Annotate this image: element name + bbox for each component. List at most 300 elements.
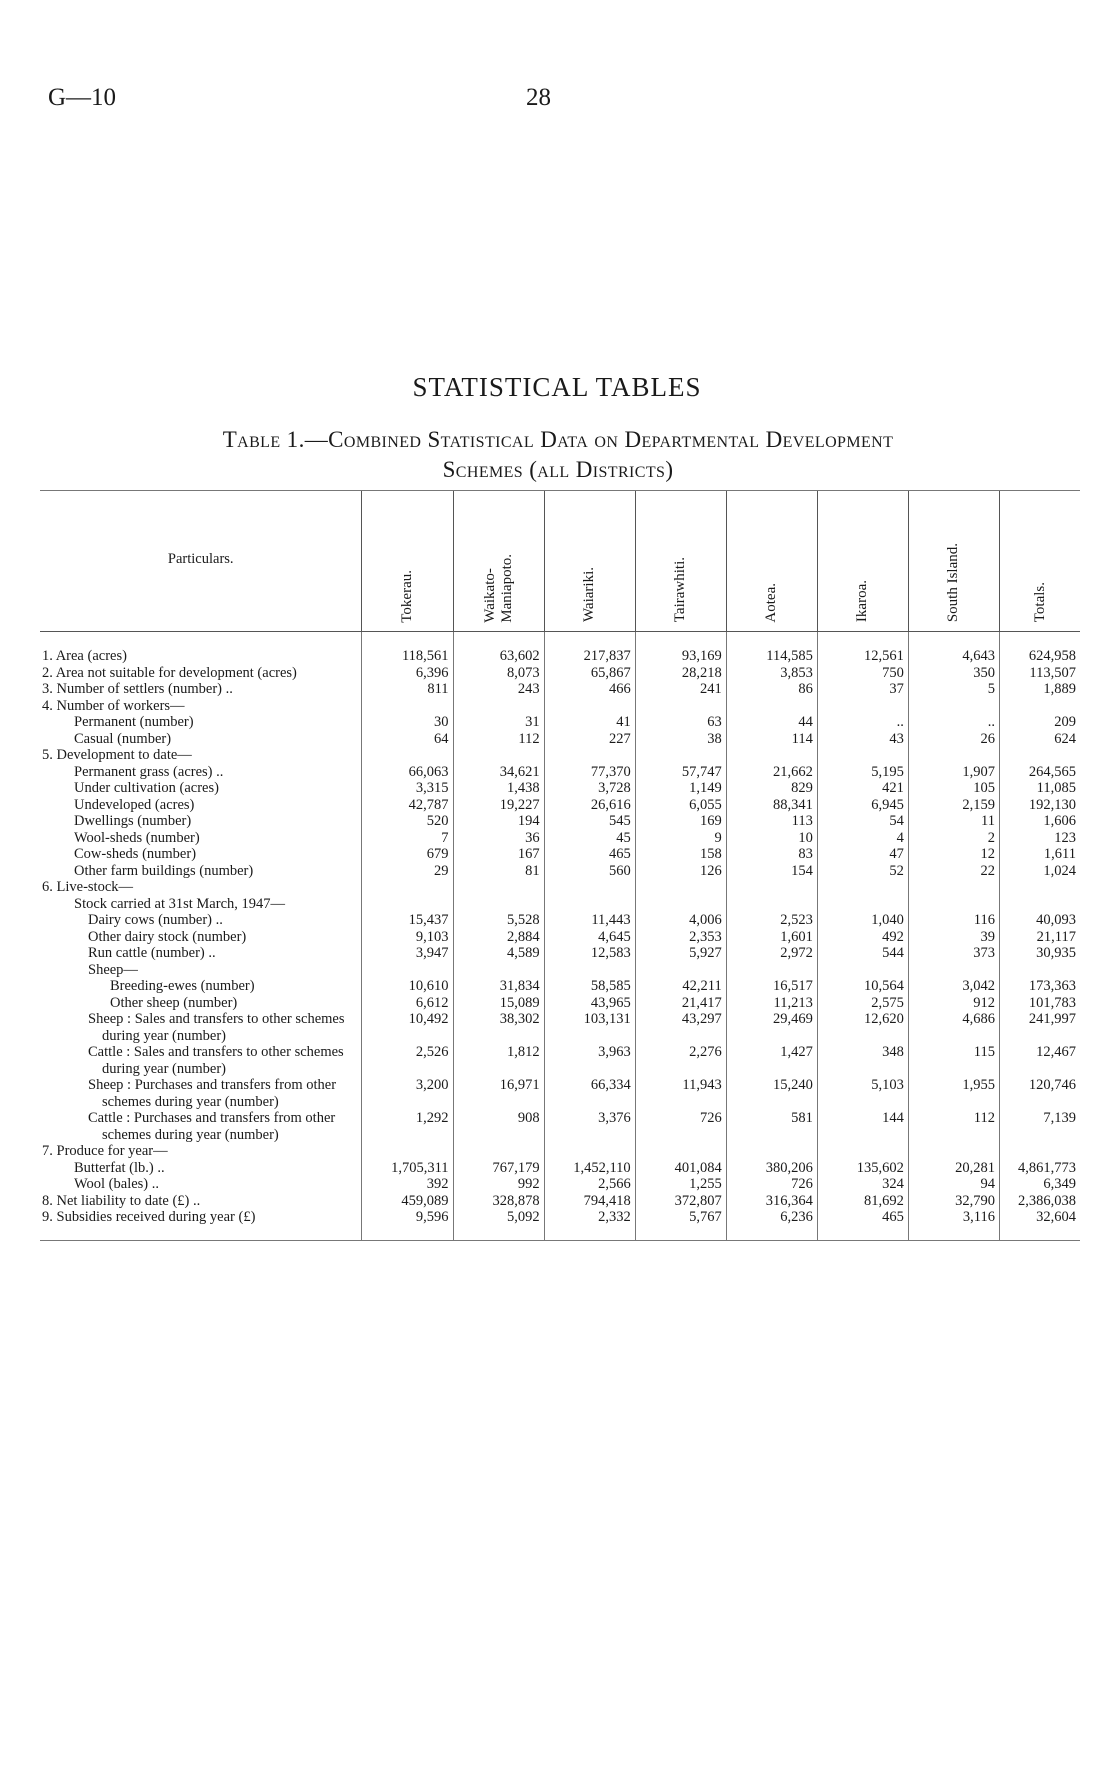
table-cell: 912 (908, 995, 999, 1012)
row-label (40, 962, 362, 979)
column-header-totals (1000, 491, 1081, 632)
row-label (40, 846, 362, 863)
statistics-table-container (40, 490, 1080, 1241)
row-label-text: Butterfat (lb.) .. (74, 1159, 165, 1176)
table-cell (817, 896, 908, 913)
row-label (40, 747, 362, 764)
table-cell: 40,093 (1000, 912, 1081, 929)
row-label-text: Sheep : Purchases and transfers from other schemes during year (number) (88, 1077, 337, 1110)
table-cell: 401,084 (635, 1160, 726, 1177)
table-cell: 6,396 (362, 665, 453, 682)
column-header-aotea (726, 491, 817, 632)
table-cell: 34,621 (453, 764, 544, 781)
row-label-text: Run cattle (number) .. (88, 945, 216, 961)
table-row (40, 731, 1080, 748)
table-cell (817, 747, 908, 764)
table-cell: 112 (453, 731, 544, 748)
table-row (40, 1077, 1080, 1110)
table-row (40, 1143, 1080, 1160)
table-cell: 10,492 (362, 1011, 453, 1044)
table-cell: 5 (908, 681, 999, 698)
table-cell: 120,746 (1000, 1077, 1081, 1110)
table-row (40, 879, 1080, 896)
table-cell: 113 (726, 813, 817, 830)
table-cell: 1,452,110 (544, 1160, 635, 1177)
table-cell: 4,686 (908, 1011, 999, 1044)
row-label (40, 995, 362, 1012)
table-cell (635, 1143, 726, 1160)
table-cell: 30 (362, 714, 453, 731)
table-cell: 16,971 (453, 1077, 544, 1110)
row-label (40, 1077, 362, 1110)
table-cell: 10,610 (362, 978, 453, 995)
table-row (40, 632, 1080, 665)
table-cell: 32,790 (908, 1193, 999, 1210)
table-cell (544, 698, 635, 715)
table-cell: 12 (908, 846, 999, 863)
table-cell (362, 698, 453, 715)
table-cell: 112 (908, 1110, 999, 1143)
table-cell: 2 (908, 830, 999, 847)
column-header-label: Tokerau. (398, 569, 415, 623)
column-header-label: Particulars. (167, 550, 234, 567)
table-row (40, 830, 1080, 847)
table-cell: 324 (817, 1176, 908, 1193)
table-cell: 118,561 (362, 632, 453, 665)
table-cell: 2,884 (453, 929, 544, 946)
table-cell: 241 (635, 681, 726, 698)
table-cell (1000, 962, 1081, 979)
column-header-label: Totals. (1031, 582, 1048, 623)
table-cell: 11,213 (726, 995, 817, 1012)
table-cell: 126 (635, 863, 726, 880)
table-cell: 58,585 (544, 978, 635, 995)
row-label-text: Permanent grass (acres) .. (74, 763, 224, 780)
table-cell: 10 (726, 830, 817, 847)
table-row (40, 698, 1080, 715)
table-cell: 63,602 (453, 632, 544, 665)
table-cell: 94 (908, 1176, 999, 1193)
row-label (40, 665, 362, 682)
table-row (40, 665, 1080, 682)
table-cell: 158 (635, 846, 726, 863)
row-label (40, 912, 362, 929)
table-cell (362, 896, 453, 913)
row-label (40, 698, 362, 715)
row-label (40, 830, 362, 847)
table-cell (362, 879, 453, 896)
table-cell: 6,612 (362, 995, 453, 1012)
table-cell: 19,227 (453, 797, 544, 814)
table-cell: 624 (1000, 731, 1081, 748)
table-cell: 31,834 (453, 978, 544, 995)
row-label (40, 764, 362, 781)
table-cell: 21,417 (635, 995, 726, 1012)
table-cell: 908 (453, 1110, 544, 1143)
row-label (40, 797, 362, 814)
table-cell: 26 (908, 731, 999, 748)
table-cell: 77,370 (544, 764, 635, 781)
table-cell: .. (817, 714, 908, 731)
table-cell (635, 747, 726, 764)
row-label (40, 879, 362, 896)
row-label (40, 1209, 362, 1240)
table-row (40, 764, 1080, 781)
table-cell: 113,507 (1000, 665, 1081, 682)
table-cell: 3,315 (362, 780, 453, 797)
table-cell: 465 (817, 1209, 908, 1240)
row-label-text: 3. Number of settlers (number) .. (42, 681, 233, 697)
row-label (40, 632, 362, 665)
row-label-text: 8. Net liability to date (£) .. (42, 1192, 201, 1209)
table-cell (453, 747, 544, 764)
table-cell: 350 (908, 665, 999, 682)
table-cell (453, 879, 544, 896)
table-cell (908, 879, 999, 896)
table-cell: 22 (908, 863, 999, 880)
table-row (40, 846, 1080, 863)
table-row (40, 813, 1080, 830)
row-label-text: 2. Area not suitable for development (acres) (42, 664, 297, 681)
table-cell: 1,611 (1000, 846, 1081, 863)
table-cell: 2,159 (908, 797, 999, 814)
table-cell: 43,297 (635, 1011, 726, 1044)
table-cell: 63 (635, 714, 726, 731)
table-body (40, 632, 1080, 1241)
table-row (40, 962, 1080, 979)
row-label-text: Breeding-ewes (number) (110, 978, 255, 994)
table-cell: 45 (544, 830, 635, 847)
section-code: G—10 (48, 84, 117, 111)
row-label (40, 978, 362, 995)
row-label (40, 863, 362, 880)
table-cell: 7,139 (1000, 1110, 1081, 1143)
row-label-text: Other dairy stock (number) (88, 928, 247, 945)
row-label (40, 1110, 362, 1143)
row-label-text: Sheep— (88, 961, 138, 978)
table-cell: 43,965 (544, 995, 635, 1012)
table-cell: 169 (635, 813, 726, 830)
table-cell: 20,281 (908, 1160, 999, 1177)
row-label-text: Dwellings (number) (74, 813, 192, 829)
table-cell (726, 698, 817, 715)
table-row (40, 1011, 1080, 1044)
table-cell: 392 (362, 1176, 453, 1193)
table-cell: 39 (908, 929, 999, 946)
table-cell: 492 (817, 929, 908, 946)
table-cell: 15,240 (726, 1077, 817, 1110)
table-cell: 37 (817, 681, 908, 698)
row-label-text: Casual (number) (74, 730, 172, 747)
table-cell: 81,692 (817, 1193, 908, 1210)
table-cell: 29 (362, 863, 453, 880)
table-cell (1000, 879, 1081, 896)
table-cell: 348 (817, 1044, 908, 1077)
table-cell: 192,130 (1000, 797, 1081, 814)
table-cell: 520 (362, 813, 453, 830)
table-cell (362, 962, 453, 979)
table-cell: 12,583 (544, 945, 635, 962)
table-cell: 316,364 (726, 1193, 817, 1210)
table-cell: 65,867 (544, 665, 635, 682)
table-row (40, 863, 1080, 880)
table-row (40, 1209, 1080, 1240)
table-cell: 466 (544, 681, 635, 698)
table-cell: 167 (453, 846, 544, 863)
table-cell (817, 879, 908, 896)
table-cell: 217,837 (544, 632, 635, 665)
row-label-text: Other sheep (number) (110, 994, 238, 1011)
column-header-waiariki (544, 491, 635, 632)
table-cell: 66,334 (544, 1077, 635, 1110)
table-row (40, 995, 1080, 1012)
row-label (40, 813, 362, 830)
table-cell: 328,878 (453, 1193, 544, 1210)
table-cell: 679 (362, 846, 453, 863)
row-label-text: Cattle : Sales and transfers to other schemes during year (number) (88, 1044, 344, 1077)
row-label-text: Dairy cows (number) .. (88, 912, 223, 928)
table-cell: 66,063 (362, 764, 453, 781)
table-cell (544, 747, 635, 764)
table-cell: 10,564 (817, 978, 908, 995)
table-cell (817, 962, 908, 979)
column-header-south-island (908, 491, 999, 632)
row-label-text: Wool (bales) .. (74, 1176, 160, 1192)
row-label-text: 7. Produce for year— (42, 1143, 168, 1159)
table-row (40, 797, 1080, 814)
table-cell: 243 (453, 681, 544, 698)
table-cell: 44 (726, 714, 817, 731)
table-cell: 9,596 (362, 1209, 453, 1240)
table-cell: 9,103 (362, 929, 453, 946)
table-cell: 6,945 (817, 797, 908, 814)
table-cell: 194 (453, 813, 544, 830)
table-cell: 30,935 (1000, 945, 1081, 962)
table-cell: 38 (635, 731, 726, 748)
row-label-text: 9. Subsidies received during year (£) (42, 1209, 256, 1225)
table-cell: 829 (726, 780, 817, 797)
table-cell: 1,812 (453, 1044, 544, 1077)
table-row (40, 1044, 1080, 1077)
table-cell: 624,958 (1000, 632, 1081, 665)
table-cell: 5,927 (635, 945, 726, 962)
table-cell: 5,767 (635, 1209, 726, 1240)
table-cell: 42,787 (362, 797, 453, 814)
page-title: STATISTICAL TABLES (412, 372, 702, 402)
table-cell: 105 (908, 780, 999, 797)
row-label-text: Stock carried at 31st March, 1947— (74, 895, 286, 912)
table-cell (726, 1143, 817, 1160)
table-cell: 43 (817, 731, 908, 748)
table-cell: 114 (726, 731, 817, 748)
table-cell: 32,604 (1000, 1209, 1081, 1240)
table-cell: 38,302 (453, 1011, 544, 1044)
row-label (40, 1193, 362, 1210)
table-cell: 21,662 (726, 764, 817, 781)
table-cell: 11,443 (544, 912, 635, 929)
table-cell: 7 (362, 830, 453, 847)
table-cell: 992 (453, 1176, 544, 1193)
table-cell: 4,589 (453, 945, 544, 962)
table-cell: 3,947 (362, 945, 453, 962)
table-cell: 373 (908, 945, 999, 962)
column-header-waikato-maniapoto (453, 491, 544, 632)
column-header-label: Waiariki. (581, 567, 598, 623)
table-cell (908, 1143, 999, 1160)
table-cell: 15,437 (362, 912, 453, 929)
table-cell: 123 (1000, 830, 1081, 847)
table-cell (726, 896, 817, 913)
row-label-text: Other farm buildings (number) (74, 862, 254, 879)
statistics-table (40, 490, 1080, 1241)
table-cell: 42,211 (635, 978, 726, 995)
table-cell (635, 896, 726, 913)
table-cell: 9 (635, 830, 726, 847)
table-cell (544, 962, 635, 979)
table-cell: 5,103 (817, 1077, 908, 1110)
table-row (40, 747, 1080, 764)
column-header-label: Aotea. (763, 582, 780, 623)
table-cell: 3,376 (544, 1110, 635, 1143)
row-label-text: 5. Development to date— (42, 747, 192, 763)
table-cell: 811 (362, 681, 453, 698)
table-cell (817, 698, 908, 715)
table-cell: 6,236 (726, 1209, 817, 1240)
table-cell: 1,606 (1000, 813, 1081, 830)
table-cell: 54 (817, 813, 908, 830)
table-cell: 4,643 (908, 632, 999, 665)
page-number: 28 (526, 84, 551, 111)
row-label (40, 1143, 362, 1160)
table-cell: 2,575 (817, 995, 908, 1012)
row-label (40, 1176, 362, 1193)
table-cell: 154 (726, 863, 817, 880)
row-label (40, 1044, 362, 1077)
column-header-tokerau (362, 491, 453, 632)
table-cell: 135,602 (817, 1160, 908, 1177)
table-header-row (40, 491, 1080, 632)
row-label (40, 681, 362, 698)
table-cell (544, 896, 635, 913)
table-cell: 173,363 (1000, 978, 1081, 995)
row-label (40, 1011, 362, 1044)
table-cell: 64 (362, 731, 453, 748)
table-cell (453, 962, 544, 979)
row-label-text: 6. Live-stock— (42, 879, 134, 895)
table-cell: 545 (544, 813, 635, 830)
table-cell: 2,386,038 (1000, 1193, 1081, 1210)
table-cell: 1,427 (726, 1044, 817, 1077)
table-cell: 144 (817, 1110, 908, 1143)
table-cell: 3,963 (544, 1044, 635, 1077)
table-cell (635, 698, 726, 715)
table-cell: 1,907 (908, 764, 999, 781)
table-cell: 16,517 (726, 978, 817, 995)
table-cell: 726 (726, 1176, 817, 1193)
table-cell (1000, 1143, 1081, 1160)
table-row (40, 780, 1080, 797)
table-cell: 114,585 (726, 632, 817, 665)
table-cell: 1,255 (635, 1176, 726, 1193)
table-row (40, 896, 1080, 913)
table-cell: 1,438 (453, 780, 544, 797)
table-cell: .. (908, 714, 999, 731)
table-row (40, 945, 1080, 962)
table-cell: 2,332 (544, 1209, 635, 1240)
row-label (40, 731, 362, 748)
row-label-text: Cow-sheds (number) (74, 846, 197, 862)
table-cell: 12,467 (1000, 1044, 1081, 1077)
table-cell: 15,089 (453, 995, 544, 1012)
table-cell (362, 747, 453, 764)
table-cell: 581 (726, 1110, 817, 1143)
column-header-ikaroa (817, 491, 908, 632)
table-row (40, 1193, 1080, 1210)
table-cell: 1,955 (908, 1077, 999, 1110)
table-cell: 4,006 (635, 912, 726, 929)
table-cell: 767,179 (453, 1160, 544, 1177)
table-cell: 726 (635, 1110, 726, 1143)
table-cell: 1,292 (362, 1110, 453, 1143)
row-label (40, 780, 362, 797)
table-cell: 12,620 (817, 1011, 908, 1044)
table-cell: 3,042 (908, 978, 999, 995)
table-cell (453, 896, 544, 913)
row-label (40, 945, 362, 962)
table-cell: 4,645 (544, 929, 635, 946)
table-cell: 11,943 (635, 1077, 726, 1110)
table-cell: 1,040 (817, 912, 908, 929)
table-cell: 26,616 (544, 797, 635, 814)
table-cell (1000, 747, 1081, 764)
row-label (40, 929, 362, 946)
table-caption (78, 425, 1038, 485)
table-cell: 2,276 (635, 1044, 726, 1077)
table-cell: 6,055 (635, 797, 726, 814)
column-header-label: South Island. (945, 543, 962, 623)
table-cell (908, 698, 999, 715)
table-row (40, 1110, 1080, 1143)
table-cell: 101,783 (1000, 995, 1081, 1012)
table-cell: 380,206 (726, 1160, 817, 1177)
table-cell: 2,523 (726, 912, 817, 929)
table-cell: 103,131 (544, 1011, 635, 1044)
table-cell: 12,561 (817, 632, 908, 665)
table-caption-line-1: Table 1.—Combined Statistical Data on Departmental Development (222, 427, 894, 452)
row-label-text: Under cultivation (acres) (74, 780, 219, 796)
column-header-label: Waikato- Maniapoto. (481, 553, 515, 623)
table-cell: 3,116 (908, 1209, 999, 1240)
table-cell (544, 879, 635, 896)
table-cell (726, 962, 817, 979)
table-cell: 1,705,311 (362, 1160, 453, 1177)
table-cell: 1,149 (635, 780, 726, 797)
row-label (40, 896, 362, 913)
table-cell (635, 879, 726, 896)
table-cell: 750 (817, 665, 908, 682)
row-label-text: 1. Area (acres) (42, 648, 127, 664)
table-cell: 36 (453, 830, 544, 847)
table-row (40, 912, 1080, 929)
table-cell: 93,169 (635, 632, 726, 665)
table-cell: 2,353 (635, 929, 726, 946)
table-cell: 5,092 (453, 1209, 544, 1240)
table-cell: 29,469 (726, 1011, 817, 1044)
column-header-particulars (40, 491, 362, 632)
table-cell: 544 (817, 945, 908, 962)
table-cell: 115 (908, 1044, 999, 1077)
table-cell: 3,853 (726, 665, 817, 682)
